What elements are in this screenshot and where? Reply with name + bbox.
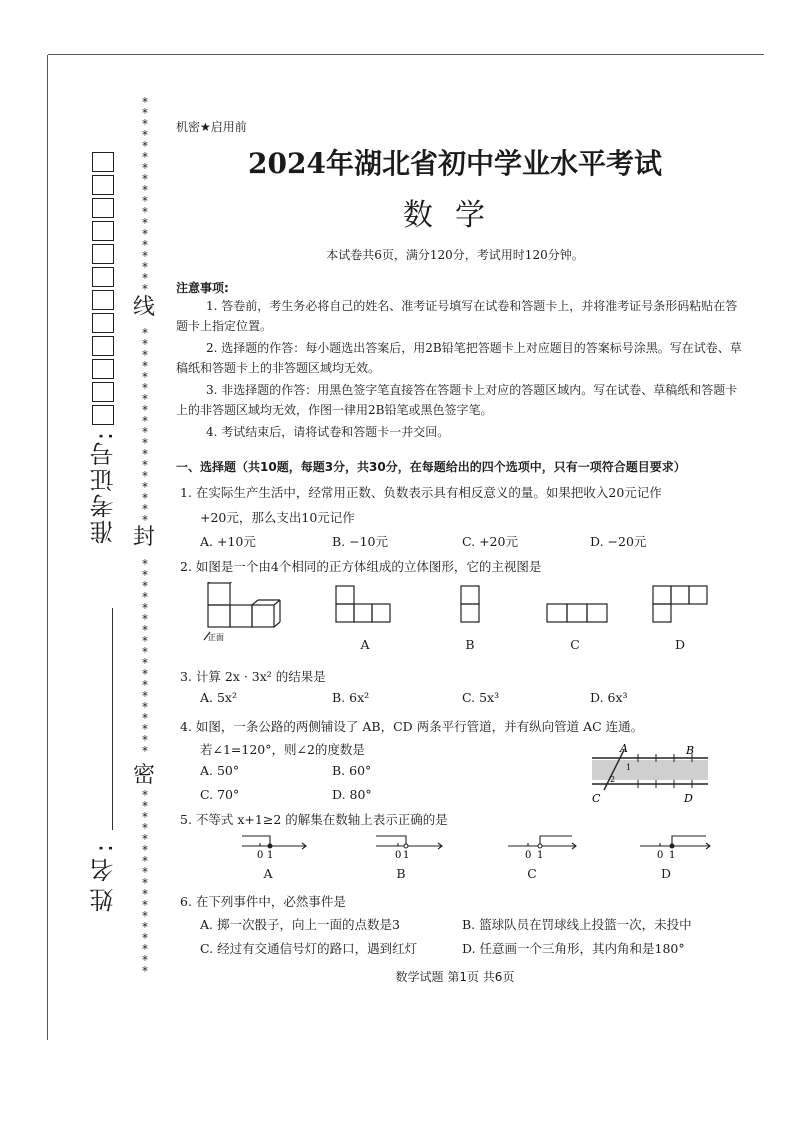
seal-star: *: [142, 634, 148, 648]
seal-star: *: [142, 425, 148, 439]
number-line-b: [376, 836, 442, 849]
q6-option-d[interactable]: D. 任意画一个三角形，其内角和是180°: [462, 941, 685, 956]
seal-star: *: [142, 590, 148, 604]
seal-star: *: [142, 722, 148, 736]
q6-option-c[interactable]: C. 经过有交通信号灯的路口，遇到红灯: [200, 941, 418, 956]
seal-star: *: [142, 249, 148, 263]
seal-star: *: [142, 128, 148, 142]
seal-star: *: [142, 645, 148, 659]
q4-option-c[interactable]: C. 70°: [200, 787, 240, 802]
notice-item: 2. 选择题的作答：每小题选出答案后，用2B铅笔把答题卡上对应题目的答案标号涂黑。写在试卷、草稿纸和答题卡上的非答题区域均无效。: [176, 341, 742, 375]
exam-number-box[interactable]: [92, 244, 114, 264]
q3-option-b[interactable]: B. 6x²: [332, 690, 370, 705]
option-d-view: [653, 586, 707, 622]
seal-star: *: [142, 744, 148, 758]
q5-number-lines: [236, 830, 726, 860]
seal-star: *: [142, 623, 148, 637]
seal-star: *: [142, 557, 148, 571]
seal-star: *: [142, 194, 148, 208]
q3-option-d[interactable]: D. 6x³: [590, 690, 628, 705]
tick-0: 0: [395, 850, 402, 860]
exam-title: 2024年湖北省初中学业水平考试: [248, 147, 662, 180]
notice-item: 4. 考试结束后，请将试卷和答题卡一并交回。: [206, 425, 450, 439]
seal-star: *: [142, 414, 148, 428]
name-underline[interactable]: [112, 608, 113, 830]
question-1-stem-cont: +20元，那么支出10元记作: [200, 510, 355, 525]
seal-star: *: [142, 964, 148, 978]
question-2-stem: 2. 如图是一个由4个相同的正方体组成的立体图形，它的主视图是: [180, 559, 542, 574]
tick-0: 0: [657, 850, 664, 860]
seal-star: *: [142, 161, 148, 175]
seal-star: *: [142, 931, 148, 945]
seal-star: *: [142, 942, 148, 956]
seal-star: *: [142, 678, 148, 692]
q5-option-a[interactable]: A: [263, 866, 273, 881]
exam-number-box[interactable]: [92, 152, 114, 172]
tick-1: 1: [267, 850, 274, 860]
seal-star: *: [142, 326, 148, 340]
top-rule: [48, 54, 764, 55]
q2-option-a[interactable]: A: [360, 637, 370, 652]
option-c-view: [547, 604, 607, 622]
seal-star: *: [142, 854, 148, 868]
q5-option-d[interactable]: D: [660, 866, 672, 881]
q5-option-b[interactable]: B: [396, 866, 406, 881]
seal-star: *: [142, 656, 148, 670]
exam-number-box[interactable]: [92, 267, 114, 287]
q1-option-b[interactable]: B. −10元: [332, 534, 389, 549]
q2-option-c[interactable]: C: [570, 637, 580, 652]
exam-number-box[interactable]: [92, 175, 114, 195]
q4-option-a[interactable]: A. 50°: [200, 763, 240, 778]
q3-option-c[interactable]: C. 5x³: [462, 690, 500, 705]
question-4-stem: 4. 如图，一条公路的两侧铺设了 AB，CD 两条平行管道，并有纵向管道 AC 连通。: [180, 719, 644, 734]
seal-star: *: [142, 458, 148, 472]
seal-star: *: [142, 887, 148, 901]
seal-star: *: [142, 788, 148, 802]
point-a-label: A: [620, 742, 628, 755]
angle-2-label: 2: [610, 775, 616, 784]
q4-pipe-figure: [586, 742, 716, 808]
left-rule: [47, 55, 48, 1040]
notice-item: 1. 答卷前，考生务必将自己的姓名、准考证号填写在试卷和答题卡上，并将准考证号条形码粘贴在答题卡上指定位置。: [176, 299, 738, 333]
number-line-a: [242, 836, 306, 849]
q6-option-a[interactable]: A. 掷一次骰子，向上一面的点数是3: [200, 917, 400, 932]
question-3-stem: 3. 计算 2x · 3x² 的结果是: [180, 669, 326, 684]
point-c-label: C: [592, 792, 601, 805]
seal-star: *: [142, 370, 148, 384]
seal-star: *: [142, 953, 148, 967]
tick-1: 1: [403, 850, 410, 860]
seal-star: *: [142, 810, 148, 824]
seal-star: *: [142, 205, 148, 219]
seal-star: *: [142, 689, 148, 703]
confidential-mark: 机密★启用前: [176, 120, 247, 134]
seal-star: *: [142, 502, 148, 516]
seal-star: *: [142, 601, 148, 615]
point-b-label: B: [686, 744, 695, 757]
seal-star: *: [142, 711, 148, 725]
seal-star: *: [142, 480, 148, 494]
seal-star: *: [142, 612, 148, 626]
seal-star: *: [142, 95, 148, 109]
seal-star: *: [142, 447, 148, 461]
question-4-stem-cont: 若∠1=120°，则∠2的度数是: [200, 742, 365, 757]
seal-char-mi: 密: [133, 763, 156, 788]
seal-star: *: [142, 469, 148, 483]
number-line-c: [508, 836, 576, 849]
seal-star: *: [142, 843, 148, 857]
notice-title: 注意事项:: [176, 281, 229, 295]
point-d-label: D: [684, 792, 693, 805]
seal-star: *: [142, 568, 148, 582]
exam-number-box[interactable]: [92, 221, 114, 241]
question-5-stem: 5. 不等式 x+1≥2 的解集在数轴上表示正确的是: [180, 812, 448, 827]
seal-star: *: [142, 513, 148, 527]
seal-star: *: [142, 436, 148, 450]
exam-number-boxes[interactable]: [92, 152, 116, 428]
question-6-stem: 6. 在下列事件中，必然事件是: [180, 894, 346, 909]
seal-star: *: [142, 909, 148, 923]
q1-option-d[interactable]: D. −20元: [590, 534, 647, 549]
q3-option-a[interactable]: A. 5x²: [200, 690, 237, 705]
q4-option-b[interactable]: B. 60°: [332, 763, 372, 778]
solid-figure: [204, 582, 280, 640]
seal-star: *: [142, 117, 148, 131]
exam-info: 本试卷共6页，满分120分，考试用时120分钟。: [326, 248, 584, 262]
seal-star: *: [142, 337, 148, 351]
seal-star: *: [142, 381, 148, 395]
number-line-d: [640, 836, 710, 849]
seal-star: *: [142, 898, 148, 912]
seal-star: *: [142, 876, 148, 890]
seal-star: *: [142, 359, 148, 373]
exam-number-box[interactable]: [92, 336, 114, 356]
seal-star: *: [142, 700, 148, 714]
exam-number-box[interactable]: [92, 313, 114, 333]
exam-number-label: 准考证号:: [90, 430, 118, 545]
subject-title: 数学: [403, 198, 507, 233]
seal-star: *: [142, 216, 148, 230]
tick-labels: [257, 850, 675, 860]
seal-star: *: [142, 227, 148, 241]
seal-star: *: [142, 832, 148, 846]
seal-star: *: [142, 392, 148, 406]
q1-option-c[interactable]: C. +20元: [462, 534, 518, 549]
section-heading: 一、选择题（共10题，每题3分，共30分，在每题给出的四个选项中，只有一项符合题目要求）: [176, 460, 686, 474]
seal-star: *: [142, 183, 148, 197]
question-1-stem: 1. 在实际生产生活中，经常用正数、负数表示具有相反意义的量。如果把收入20元记作: [180, 485, 662, 500]
seal-star: *: [142, 260, 148, 274]
front-view-label: 正面: [208, 633, 224, 642]
seal-star: *: [142, 403, 148, 417]
exam-number-box[interactable]: [92, 290, 114, 310]
seal-star: *: [142, 282, 148, 296]
seal-star: *: [142, 579, 148, 593]
q5-option-c[interactable]: C: [527, 866, 537, 881]
q2-option-d[interactable]: D: [674, 637, 686, 652]
option-a-view: [336, 586, 390, 622]
seal-star: *: [142, 733, 148, 747]
exam-number-box[interactable]: [92, 198, 114, 218]
q1-option-a[interactable]: A. +10元: [200, 534, 256, 549]
q6-option-b[interactable]: B. 篮球队员在罚球线上投篮一次，未投中: [462, 917, 692, 932]
notice-item: 3. 非选择题的作答：用黑色签字笔直接答在答题卡上对应的答题区域内。写在试卷、草稿纸和答题卡上的非答题区域均无效，作图一律用2B铅笔或黑色签字笔。: [176, 383, 738, 417]
seal-star: *: [142, 491, 148, 505]
name-label: 姓名:: [90, 838, 118, 913]
tick-0: 0: [525, 850, 532, 860]
exam-number-box[interactable]: [92, 382, 114, 402]
exam-number-box[interactable]: [92, 405, 114, 425]
seal-star: *: [142, 106, 148, 120]
seal-star: *: [142, 667, 148, 681]
seal-star: *: [142, 139, 148, 153]
tick-1: 1: [537, 850, 544, 860]
page-footer: 数学试题 第1页 共6页: [395, 970, 515, 984]
seal-star: *: [142, 920, 148, 934]
tick-1: 1: [669, 850, 676, 860]
exam-number-box[interactable]: [92, 359, 114, 379]
q2-option-b[interactable]: B: [465, 637, 475, 652]
angle-1-label: 1: [626, 763, 632, 772]
q4-option-d[interactable]: D. 80°: [332, 787, 372, 802]
seal-star: *: [142, 271, 148, 285]
option-b-view: [461, 586, 479, 622]
seal-star: *: [142, 348, 148, 362]
seal-star: *: [142, 150, 148, 164]
seal-star: *: [142, 821, 148, 835]
seal-char-xian: 线: [133, 295, 156, 320]
seal-star: *: [142, 799, 148, 813]
seal-star: *: [142, 172, 148, 186]
tick-0: 0: [257, 850, 264, 860]
seal-star: *: [142, 238, 148, 252]
seal-star: *: [142, 865, 148, 879]
seal-char-feng: 封: [133, 525, 156, 550]
